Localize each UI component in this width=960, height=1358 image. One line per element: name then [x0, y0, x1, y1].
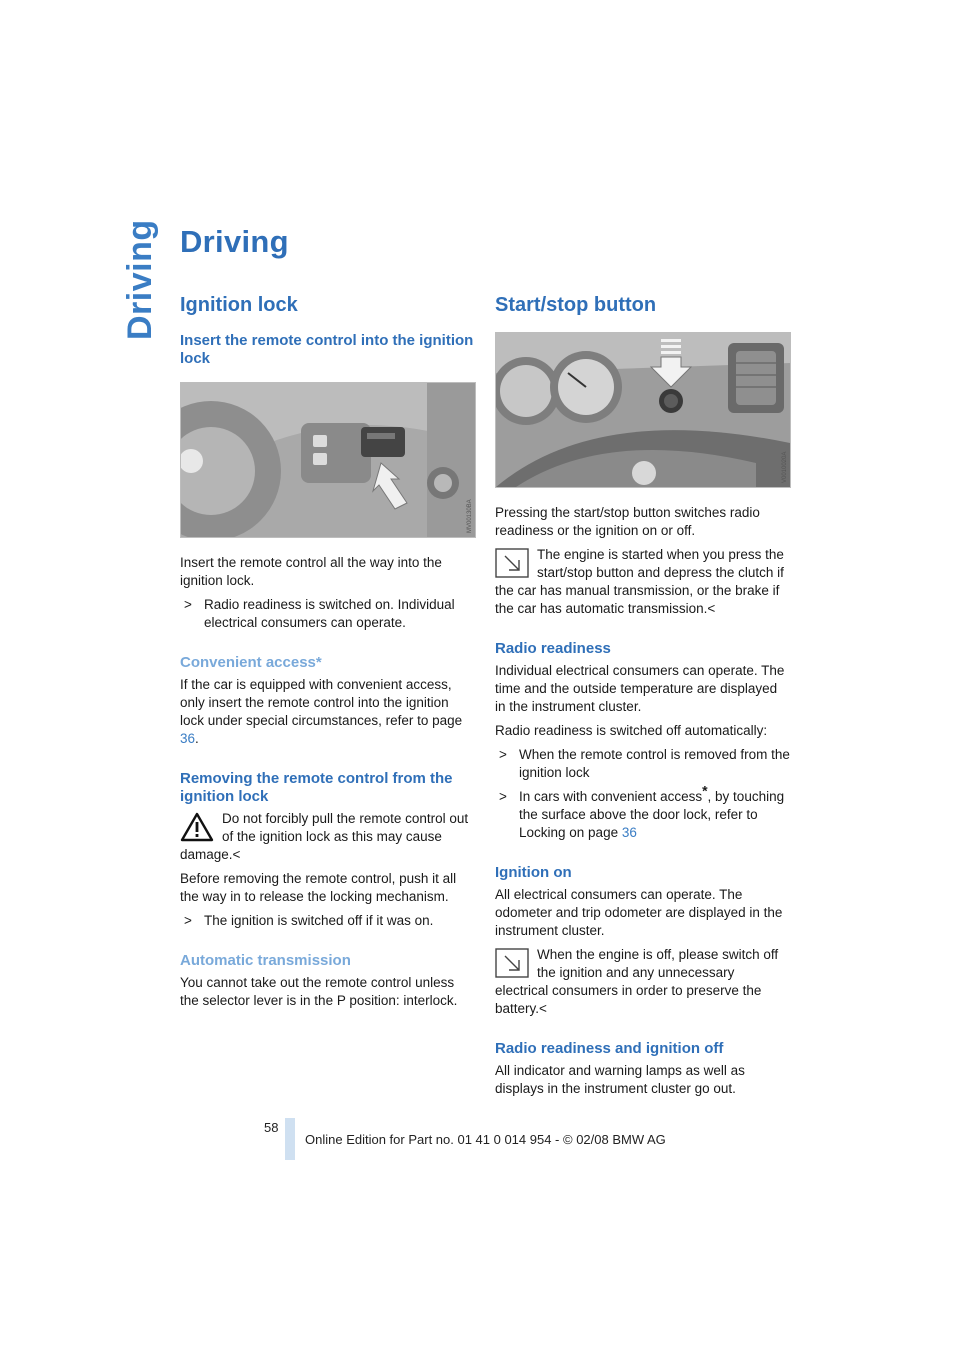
subheading-removing-remote: Removing the remote control from the ignition lock [180, 770, 453, 805]
subheading-automatic-transmission: Automatic transmission [180, 952, 351, 969]
paragraph: Pressing the start/stop button switches radio readiness or the ignition on or off. [495, 505, 760, 538]
info-note [495, 946, 791, 1018]
ignition-lock-photo [180, 382, 476, 538]
warning-note [180, 810, 476, 864]
end-mark: < [232, 847, 241, 862]
paragraph: Radio readiness is switched off automatically: [495, 723, 768, 738]
instrument-cluster-illustration [496, 333, 790, 487]
note-arrow-icon [495, 548, 529, 578]
page-number: 58 [264, 1120, 279, 1135]
option-star: * [702, 782, 708, 799]
bullet-marker: > [184, 597, 192, 612]
bullet-marker: > [184, 913, 192, 928]
list-item [180, 912, 476, 930]
bullet-text: When the remote control is removed from the ignition lock [519, 747, 790, 780]
list-item [180, 596, 476, 632]
steering-wheel-illustration [181, 383, 475, 537]
footer-accent-bar [285, 1118, 295, 1160]
paragraph: You cannot take out the remote control unless the selector lever is in the P position: interlock. [180, 975, 458, 1008]
list-item [495, 746, 791, 782]
left-column [180, 292, 476, 1016]
paragraph: Individual electrical consumers can operate. The time and the outside temperature are displayed in the instrument cluster. [495, 663, 785, 714]
end-mark: < [707, 601, 716, 616]
paragraph [180, 676, 476, 748]
footer-edition: Online Edition for Part no. 01 41 0 014 954 - © 02/08 BMW AG [305, 1132, 666, 1147]
note-text: When the engine is off, please switch off the ignition and any unnecessary electrical consumers in order to preserve the battery. [495, 947, 779, 1016]
bullet-text: In cars with convenient access [519, 789, 703, 804]
image-code: V0010020A [782, 451, 788, 483]
warning-triangle-icon [180, 812, 214, 842]
note-arrow-icon [495, 948, 529, 978]
subheading-convenient-access: Convenient access* [180, 654, 322, 671]
paragraph: All electrical consumers can operate. The odometer and trip odometer are displayed in the instrument cluster. [495, 887, 783, 938]
page-link[interactable]: 36 [621, 825, 637, 840]
bullet-text: The ignition is switched off if it was on. [204, 913, 434, 928]
bullet-marker: > [499, 789, 507, 804]
paragraph-text: If the car is equipped with convenient access, only insert the remote control into the ignition lock under special circumstances, refer to page [180, 677, 463, 728]
subheading-radio-ignition-off: Radio readiness and ignition off [495, 1040, 724, 1057]
subheading-ignition-on: Ignition on [495, 864, 572, 881]
subheading-radio-readiness: Radio readiness [495, 640, 611, 657]
end-mark: < [539, 1001, 547, 1016]
paragraph: Insert the remote control all the way into the ignition lock. [180, 555, 442, 588]
section-heading-start-stop: Start/stop button [495, 294, 657, 316]
image-code: MV00130BA [467, 499, 473, 533]
page-link[interactable]: 36 [180, 731, 196, 746]
subheading-insert-remote: Insert the remote control into the ignition lock [180, 332, 474, 367]
bullet-text: , by touching the surface above the door lock, refer to Locking on page [519, 789, 785, 840]
side-tab-chapter: Driving [121, 219, 159, 340]
start-stop-photo [495, 332, 791, 488]
info-note [495, 546, 791, 618]
chapter-title: Driving [180, 224, 289, 259]
section-heading-ignition-lock: Ignition lock [180, 294, 298, 316]
warning-text: Do not forcibly pull the remote control out of the ignition lock as this may cause damage. [180, 811, 469, 862]
list-item [495, 782, 791, 842]
note-text: The engine is started when you press the start/stop button and depress the clutch if the car has manual transmission, or the brake if the car has automatic transmission. [495, 547, 784, 616]
bullet-text: Radio readiness is switched on. Individual electrical consumers can operate. [204, 597, 455, 630]
right-column [495, 292, 791, 1104]
punctuation: . [195, 731, 199, 746]
paragraph: All indicator and warning lamps as well as displays in the instrument cluster go out. [495, 1063, 745, 1096]
bullet-marker: > [499, 747, 507, 762]
paragraph: Before removing the remote control, push it all the way in to release the locking mechanism. [180, 871, 457, 904]
